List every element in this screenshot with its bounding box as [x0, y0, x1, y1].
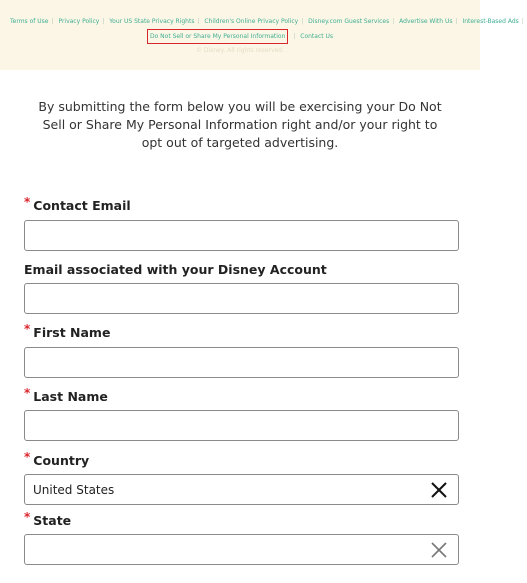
first-name-label: * First Name: [24, 322, 111, 340]
required-marker: *: [24, 450, 31, 464]
country-label: * Country: [24, 450, 90, 468]
footer-link-guest-services[interactable]: Disney.com Guest Services: [308, 18, 390, 25]
footer-link-interest-ads[interactable]: Interest-Based Ads: [462, 18, 519, 25]
close-icon[interactable]: [430, 481, 448, 499]
footer-link-children-privacy[interactable]: Children's Online Privacy Policy: [204, 18, 299, 25]
state-select[interactable]: [24, 534, 459, 565]
highlight-box: [147, 29, 288, 44]
footer-link-contact[interactable]: Contact Us: [300, 33, 334, 40]
footer-link-terms[interactable]: Terms of Use: [10, 18, 49, 25]
copyright-text: © Disney. All rights reserved.: [195, 47, 285, 54]
last-name-field[interactable]: [24, 410, 459, 441]
state-label: * State: [24, 510, 72, 528]
required-marker: *: [24, 510, 31, 524]
site-footer: [0, 0, 524, 70]
first-name-field[interactable]: [24, 347, 459, 378]
last-name-label: * Last Name: [24, 386, 108, 404]
required-marker: *: [24, 386, 31, 400]
close-icon[interactable]: [430, 541, 448, 559]
footer-link-do-not-sell[interactable]: Do Not Sell or Share My Personal Information: [149, 33, 286, 40]
intro-text: By submitting the form below you will be exercising your Do Not Sell or Share My Personal Information right and/or your right to opt out of targeted advertising.: [38, 99, 442, 150]
disney-email-label: Email associated with your Disney Account: [24, 262, 327, 277]
footer-link-advertise[interactable]: Advertise With Us: [399, 18, 453, 25]
disney-email-field[interactable]: [24, 283, 459, 314]
footer-links: Terms of Use | Privacy Policy | Your US State Privacy Rights | Children's Online Privacy Policy | Disney.com Guest Services | Advertise With Us | Interest-Based Ads | Do Not Sell or Share My Personal Information | Contact Us: [10, 16, 470, 44]
country-select[interactable]: [24, 474, 459, 505]
footer-link-privacy[interactable]: Privacy Policy: [58, 18, 100, 25]
required-marker: *: [24, 195, 31, 209]
required-marker: *: [24, 322, 31, 336]
country-selected-value: United States: [33, 483, 115, 497]
contact-email-field[interactable]: [24, 220, 459, 251]
footer-link-state-privacy[interactable]: Your US State Privacy Rights: [109, 18, 195, 25]
contact-email-label: * Contact Email: [24, 195, 131, 213]
